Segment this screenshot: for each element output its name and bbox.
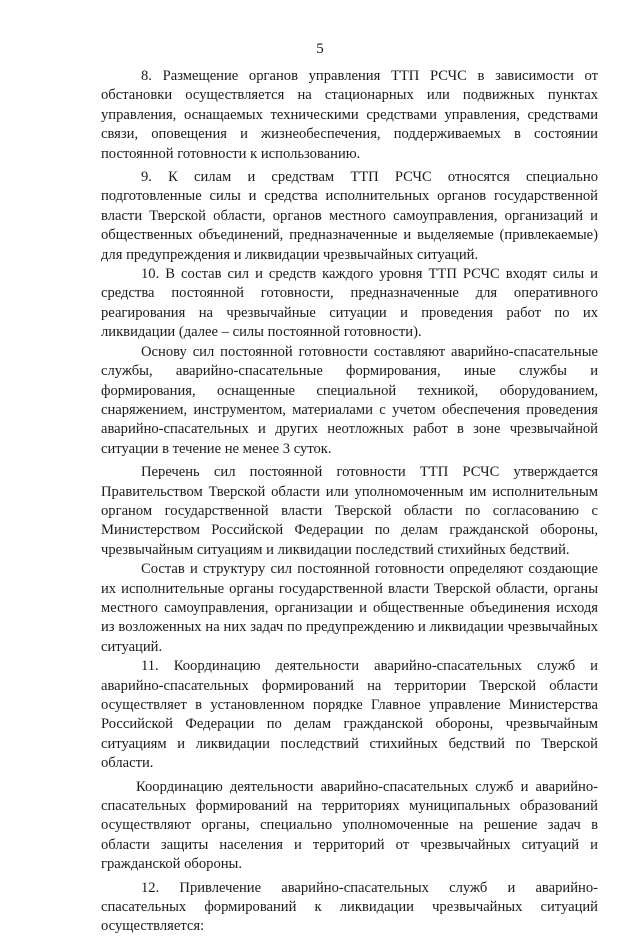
page-number: 5 <box>316 41 324 57</box>
paragraph-9: 9. К силам и средствам ТТП РСЧС относятся специально подготовленные силы и средства исполнительных органов государственной власти Тверской области, органов местного самоуправления, организаций и общественных объединений, предназначенные и выделяемые (привлекаемые) для предупреждения и ликвидации чрезвычайных ситуаций. <box>101 169 598 263</box>
paragraph-ready-forces-structure: Состав и структуру сил постоянной готовности определяют создающие их исполнительные органы государственной власти Тверской области, органы местного самоуправления, организации и общественные объединения исходя из возложенных на них задач по предупреждению и ликвидации чрезвычайных ситуаций. <box>101 561 598 655</box>
paragraph-10: 10. В состав сил и средств каждого уровня ТТП РСЧС входят силы и средства постоянной готовности, предназначенные для оперативного реагирования на чрезвычайные ситуации и проведения работ по их ликвидации (далее – силы постоянной готовности). <box>101 266 598 341</box>
paragraph-ready-forces-list: Перечень сил постоянной готовности ТТП РСЧС утверждается Правительством Тверской области или уполномоченным им исполнительным органом государственной власти Тверской области по согласованию с Министерством Российской Федерации по делам гражданской обороны, чрезвычайным ситуациям и ликвидации последствий стихийных бедствий. <box>101 464 598 558</box>
document-body <box>101 67 598 937</box>
paragraph-municipal-coordination: Координацию деятельности аварийно-спасательных служб и аварийно-спасательных формирований на территориях муниципальных образований осуществляют органы, специально уполномоченные на решение задач в области защиты населения и территорий от чрезвычайных ситуаций и гражданской обороны. <box>101 778 598 873</box>
paragraph-12: 12. Привлечение аварийно-спасательных служб и аварийно-спасательных формирований к ликвидации чрезвычайных ситуаций осуществляется: <box>101 879 598 935</box>
paragraph-8: 8. Размещение органов управления ТТП РСЧС в зависимости от обстановки осуществляется на стационарных или подвижных пунктах управления, оснащаемых техническими средствами управления, средствами связи, оповещения и жизнеобеспечения, поддерживаемых в состоянии постоянной готовности к использованию. <box>101 68 598 162</box>
paragraph-ready-forces-basis: Основу сил постоянной готовности составляют аварийно-спасательные службы, аварийно-спасательные формирования, иные службы и формирования, оснащенные специальной техникой, оборудованием, снаряжением, инструментом, материалами с учетом обеспечения проведения аварийно-спасательных и других неотложных работ в зоне чрезвычайной ситуации в течение не менее 3 суток. <box>101 343 598 457</box>
paragraph-11: 11. Координацию деятельности аварийно-спасательных служб и аварийно-спасательных формирований на территории Тверской области осуществляет в установленном порядке Главное управление Министерства Российской Федерации по делам гражданской обороны, чрезвычайным ситуациям и ликвидации последствий стихийных бедствий по Тверской области. <box>101 658 598 772</box>
